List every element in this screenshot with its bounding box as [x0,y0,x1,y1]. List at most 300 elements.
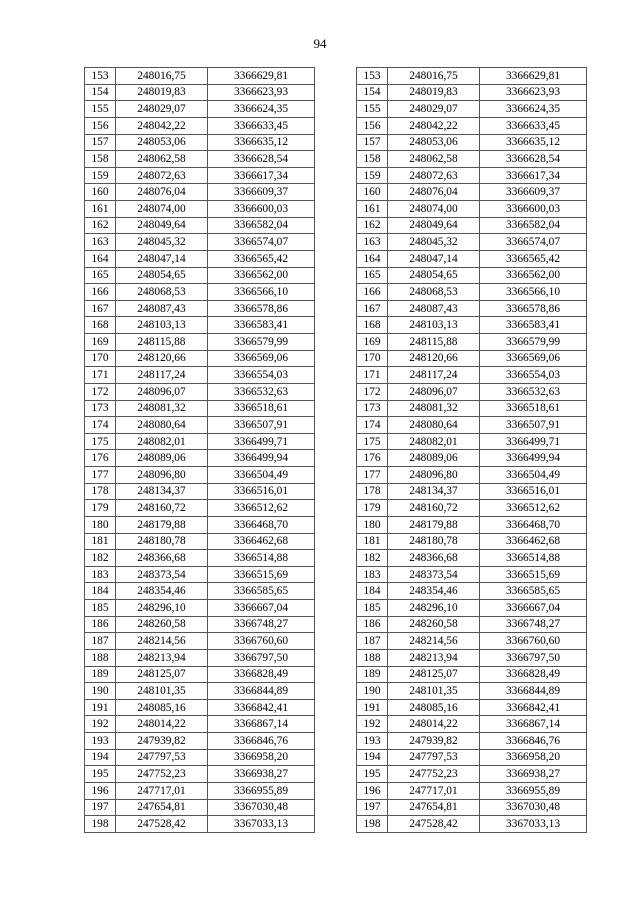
point-number-cell: 176 [85,450,116,467]
x-coordinate-cell: 248096,07 [388,383,480,400]
y-coordinate-cell: 3366617,34 [480,167,587,184]
y-coordinate-cell: 3366566,10 [208,284,315,301]
x-coordinate-cell: 248016,75 [116,68,208,85]
x-coordinate-cell: 248134,37 [116,483,208,500]
point-number-cell: 185 [85,600,116,617]
table-row [357,550,587,567]
x-coordinate-cell: 248062,58 [116,151,208,168]
point-number-cell: 187 [357,633,388,650]
table-row [357,450,587,467]
point-number-cell: 183 [357,566,388,583]
x-coordinate-cell: 247654,81 [388,799,480,816]
x-coordinate-cell: 248160,72 [388,500,480,517]
y-coordinate-cell: 3366574,07 [480,234,587,251]
table-row [357,250,587,267]
y-coordinate-cell: 3366867,14 [480,716,587,733]
point-number-cell: 158 [357,151,388,168]
y-coordinate-cell: 3366518,61 [208,400,315,417]
y-coordinate-cell: 3366938,27 [208,766,315,783]
y-coordinate-cell: 3366514,88 [480,550,587,567]
y-coordinate-cell: 3366583,41 [208,317,315,334]
table-row [85,101,315,118]
x-coordinate-cell: 248180,78 [116,533,208,550]
point-number-cell: 173 [357,400,388,417]
x-coordinate-cell: 247528,42 [116,816,208,833]
point-number-cell: 164 [85,250,116,267]
y-coordinate-cell: 3366635,12 [208,134,315,151]
point-number-cell: 159 [357,167,388,184]
x-coordinate-cell: 248053,06 [116,134,208,151]
table-row [85,749,315,766]
point-number-cell: 181 [85,533,116,550]
point-number-cell: 182 [357,550,388,567]
x-coordinate-cell: 248101,35 [388,683,480,700]
point-number-cell: 154 [85,84,116,101]
x-coordinate-cell: 248042,22 [116,117,208,134]
x-coordinate-cell: 248054,65 [388,267,480,284]
table-row [357,84,587,101]
y-coordinate-cell: 3366512,62 [208,500,315,517]
y-coordinate-cell: 3366518,61 [480,400,587,417]
table-row [357,749,587,766]
x-coordinate-cell: 248213,94 [116,649,208,666]
y-coordinate-cell: 3366585,65 [208,583,315,600]
point-number-cell: 161 [357,201,388,218]
table-row [357,733,587,750]
coordinates-table-left [84,67,315,833]
y-coordinate-cell: 3366462,68 [480,533,587,550]
x-coordinate-cell: 247797,53 [116,749,208,766]
y-coordinate-cell: 3366512,62 [480,500,587,517]
point-number-cell: 184 [357,583,388,600]
x-coordinate-cell: 248134,37 [388,483,480,500]
point-number-cell: 189 [357,666,388,683]
table-row [357,184,587,201]
y-coordinate-cell: 3366628,54 [480,151,587,168]
y-coordinate-cell: 3366609,37 [208,184,315,201]
x-coordinate-cell: 247752,23 [116,766,208,783]
y-coordinate-cell: 3366566,10 [480,284,587,301]
point-number-cell: 180 [85,516,116,533]
point-number-cell: 192 [357,716,388,733]
point-number-cell: 172 [85,383,116,400]
table-row [85,201,315,218]
point-number-cell: 186 [357,616,388,633]
table-row [85,300,315,317]
table-row [85,533,315,550]
point-number-cell: 158 [85,151,116,168]
point-number-cell: 153 [85,68,116,85]
point-number-cell: 174 [357,417,388,434]
y-coordinate-cell: 3366600,03 [208,201,315,218]
table-row [357,516,587,533]
x-coordinate-cell: 248076,04 [116,184,208,201]
table-row [85,616,315,633]
point-number-cell: 190 [357,683,388,700]
point-number-cell: 178 [85,483,116,500]
point-number-cell: 189 [85,666,116,683]
point-number-cell: 161 [85,201,116,218]
x-coordinate-cell: 248072,63 [116,167,208,184]
point-number-cell: 196 [357,782,388,799]
table-row [357,217,587,234]
y-coordinate-cell: 3366958,20 [208,749,315,766]
y-coordinate-cell: 3366499,71 [208,433,315,450]
point-number-cell: 166 [85,284,116,301]
y-coordinate-cell: 3366760,60 [208,633,315,650]
table-row [85,433,315,450]
y-coordinate-cell: 3366562,00 [480,267,587,284]
point-number-cell: 197 [357,799,388,816]
x-coordinate-cell: 248082,01 [116,433,208,450]
x-coordinate-cell: 248019,83 [116,84,208,101]
table-row [85,284,315,301]
x-coordinate-cell: 247717,01 [116,782,208,799]
table-row [85,566,315,583]
table-row [357,383,587,400]
y-coordinate-cell: 3366633,45 [480,117,587,134]
x-coordinate-cell: 248014,22 [116,716,208,733]
point-number-cell: 174 [85,417,116,434]
table-row [357,467,587,484]
point-number-cell: 187 [85,633,116,650]
point-number-cell: 162 [85,217,116,234]
table-row [357,666,587,683]
table-row [85,733,315,750]
point-number-cell: 184 [85,583,116,600]
x-coordinate-cell: 248080,64 [116,417,208,434]
x-coordinate-cell: 248366,68 [388,550,480,567]
y-coordinate-cell: 3366797,50 [480,649,587,666]
point-number-cell: 157 [85,134,116,151]
y-coordinate-cell: 3366515,69 [208,566,315,583]
point-number-cell: 188 [85,649,116,666]
y-coordinate-cell: 3366516,01 [480,483,587,500]
table-row [85,383,315,400]
y-coordinate-cell: 3366569,06 [208,350,315,367]
point-number-cell: 166 [357,284,388,301]
y-coordinate-cell: 3366504,49 [208,467,315,484]
point-number-cell: 181 [357,533,388,550]
point-number-cell: 198 [357,816,388,833]
x-coordinate-cell: 248214,56 [388,633,480,650]
x-coordinate-cell: 248096,07 [116,383,208,400]
y-coordinate-cell: 3366748,27 [480,616,587,633]
y-coordinate-cell: 3366955,89 [208,782,315,799]
y-coordinate-cell: 3366515,69 [480,566,587,583]
point-number-cell: 177 [357,467,388,484]
table-row [85,633,315,650]
x-coordinate-cell: 248082,01 [388,433,480,450]
table-row [357,699,587,716]
table-row [85,816,315,833]
table-row [85,151,315,168]
x-coordinate-cell: 248049,64 [388,217,480,234]
table-row [85,84,315,101]
y-coordinate-cell: 3366628,54 [208,151,315,168]
table-row [85,699,315,716]
point-number-cell: 170 [85,350,116,367]
table-row [85,550,315,567]
table-row [85,683,315,700]
x-coordinate-cell: 248117,24 [388,367,480,384]
y-coordinate-cell: 3366578,86 [208,300,315,317]
y-coordinate-cell: 3366507,91 [208,417,315,434]
x-coordinate-cell: 248103,13 [116,317,208,334]
point-number-cell: 155 [85,101,116,118]
point-number-cell: 182 [85,550,116,567]
point-number-cell: 185 [357,600,388,617]
table-row [357,300,587,317]
point-number-cell: 162 [357,217,388,234]
point-number-cell: 191 [85,699,116,716]
x-coordinate-cell: 248053,06 [388,134,480,151]
x-coordinate-cell: 248047,14 [116,250,208,267]
point-number-cell: 153 [357,68,388,85]
y-coordinate-cell: 3366955,89 [480,782,587,799]
point-number-cell: 170 [357,350,388,367]
x-coordinate-cell: 247528,42 [388,816,480,833]
y-coordinate-cell: 3366600,03 [480,201,587,218]
y-coordinate-cell: 3366579,99 [208,334,315,351]
x-coordinate-cell: 248089,06 [388,450,480,467]
point-number-cell: 198 [85,816,116,833]
table-row [85,583,315,600]
point-number-cell: 195 [357,766,388,783]
table-row [357,483,587,500]
x-coordinate-cell: 248074,00 [116,201,208,218]
y-coordinate-cell: 3366748,27 [208,616,315,633]
point-number-cell: 155 [357,101,388,118]
x-coordinate-cell: 247939,82 [116,733,208,750]
table-row [357,616,587,633]
y-coordinate-cell: 3366554,03 [480,367,587,384]
point-number-cell: 175 [357,433,388,450]
x-coordinate-cell: 248366,68 [116,550,208,567]
x-coordinate-cell: 248260,58 [116,616,208,633]
x-coordinate-cell: 248354,46 [388,583,480,600]
x-coordinate-cell: 248081,32 [388,400,480,417]
y-coordinate-cell: 3366516,01 [208,483,315,500]
table-row [357,101,587,118]
table-row [85,117,315,134]
point-number-cell: 183 [85,566,116,583]
x-coordinate-cell: 248103,13 [388,317,480,334]
y-coordinate-cell: 3366582,04 [208,217,315,234]
table-row [357,117,587,134]
table-row [85,467,315,484]
y-coordinate-cell: 3366565,42 [480,250,587,267]
y-coordinate-cell: 3366867,14 [208,716,315,733]
point-number-cell: 180 [357,516,388,533]
table-row [85,600,315,617]
y-coordinate-cell: 3366569,06 [480,350,587,367]
y-coordinate-cell: 3366624,35 [480,101,587,118]
y-coordinate-cell: 3366623,93 [480,84,587,101]
x-coordinate-cell: 248179,88 [388,516,480,533]
table-row [85,450,315,467]
table-row [85,184,315,201]
y-coordinate-cell: 3366828,49 [208,666,315,683]
table-row [357,68,587,85]
y-coordinate-cell: 3367033,13 [480,816,587,833]
point-number-cell: 154 [357,84,388,101]
x-coordinate-cell: 248089,06 [116,450,208,467]
x-coordinate-cell: 247717,01 [388,782,480,799]
table-row [85,500,315,517]
point-number-cell: 193 [85,733,116,750]
table-row [85,350,315,367]
y-coordinate-cell: 3366609,37 [480,184,587,201]
x-coordinate-cell: 248179,88 [116,516,208,533]
x-coordinate-cell: 248068,53 [388,284,480,301]
x-coordinate-cell: 248085,16 [388,699,480,716]
y-coordinate-cell: 3366938,27 [480,766,587,783]
x-coordinate-cell: 248125,07 [388,666,480,683]
y-coordinate-cell: 3366635,12 [480,134,587,151]
y-coordinate-cell: 3366578,86 [480,300,587,317]
table-row [357,799,587,816]
table-row [357,583,587,600]
y-coordinate-cell: 3366565,42 [208,250,315,267]
point-number-cell: 193 [357,733,388,750]
y-coordinate-cell: 3366562,00 [208,267,315,284]
point-number-cell: 197 [85,799,116,816]
x-coordinate-cell: 248214,56 [116,633,208,650]
y-coordinate-cell: 3366468,70 [480,516,587,533]
table-row [357,600,587,617]
x-coordinate-cell: 248029,07 [388,101,480,118]
table-row [85,400,315,417]
table-row [85,483,315,500]
y-coordinate-cell: 3366579,99 [480,334,587,351]
point-number-cell: 190 [85,683,116,700]
x-coordinate-cell: 248016,75 [388,68,480,85]
x-coordinate-cell: 248296,10 [116,600,208,617]
table-row [357,433,587,450]
table-row [357,417,587,434]
x-coordinate-cell: 248115,88 [116,334,208,351]
x-coordinate-cell: 248019,83 [388,84,480,101]
y-coordinate-cell: 3366532,63 [208,383,315,400]
y-coordinate-cell: 3366617,34 [208,167,315,184]
point-number-cell: 195 [85,766,116,783]
x-coordinate-cell: 248080,64 [388,417,480,434]
point-number-cell: 188 [357,649,388,666]
point-number-cell: 176 [357,450,388,467]
y-coordinate-cell: 3366499,94 [480,450,587,467]
table-row [357,267,587,284]
x-coordinate-cell: 248096,80 [388,467,480,484]
x-coordinate-cell: 248115,88 [388,334,480,351]
table-row [85,267,315,284]
table-row [85,317,315,334]
table-row [85,134,315,151]
table-row [357,317,587,334]
y-coordinate-cell: 3367033,13 [208,816,315,833]
table-body [357,68,587,833]
point-number-cell: 179 [85,500,116,517]
table-row [357,716,587,733]
x-coordinate-cell: 248180,78 [388,533,480,550]
table-row [85,234,315,251]
x-coordinate-cell: 248354,46 [116,583,208,600]
x-coordinate-cell: 248085,16 [116,699,208,716]
y-coordinate-cell: 3366760,60 [480,633,587,650]
y-coordinate-cell: 3366958,20 [480,749,587,766]
table-row [357,683,587,700]
x-coordinate-cell: 247752,23 [388,766,480,783]
point-number-cell: 157 [357,134,388,151]
x-coordinate-cell: 248049,64 [116,217,208,234]
point-number-cell: 167 [357,300,388,317]
point-number-cell: 194 [357,749,388,766]
table-row [357,167,587,184]
table-row [357,633,587,650]
point-number-cell: 171 [357,367,388,384]
table-row [357,566,587,583]
y-coordinate-cell: 3366499,71 [480,433,587,450]
point-number-cell: 179 [357,500,388,517]
y-coordinate-cell: 3366504,49 [480,467,587,484]
x-coordinate-cell: 248087,43 [388,300,480,317]
table-row [357,334,587,351]
table-row [357,134,587,151]
x-coordinate-cell: 248076,04 [388,184,480,201]
x-coordinate-cell: 248045,32 [116,234,208,251]
x-coordinate-cell: 248213,94 [388,649,480,666]
table-row [357,151,587,168]
table-row [357,201,587,218]
table-row [85,716,315,733]
table-row [85,666,315,683]
table-row [85,782,315,799]
point-number-cell: 169 [357,334,388,351]
y-coordinate-cell: 3367030,48 [208,799,315,816]
x-coordinate-cell: 248373,54 [116,566,208,583]
y-coordinate-cell: 3366468,70 [208,516,315,533]
table-row [357,782,587,799]
y-coordinate-cell: 3366629,81 [208,68,315,85]
point-number-cell: 172 [357,383,388,400]
table-row [357,367,587,384]
y-coordinate-cell: 3366842,41 [480,699,587,716]
point-number-cell: 168 [357,317,388,334]
table-row [357,533,587,550]
x-coordinate-cell: 248081,32 [116,400,208,417]
table-row [85,217,315,234]
y-coordinate-cell: 3366844,89 [480,683,587,700]
table-row [85,334,315,351]
table-row [85,417,315,434]
point-number-cell: 177 [85,467,116,484]
y-coordinate-cell: 3366797,50 [208,649,315,666]
x-coordinate-cell: 248120,66 [116,350,208,367]
point-number-cell: 191 [357,699,388,716]
x-coordinate-cell: 248072,63 [388,167,480,184]
x-coordinate-cell: 248062,58 [388,151,480,168]
table-row [357,400,587,417]
y-coordinate-cell: 3366846,76 [480,733,587,750]
y-coordinate-cell: 3366624,35 [208,101,315,118]
x-coordinate-cell: 248029,07 [116,101,208,118]
x-coordinate-cell: 248160,72 [116,500,208,517]
y-coordinate-cell: 3366842,41 [208,699,315,716]
point-number-cell: 169 [85,334,116,351]
x-coordinate-cell: 248125,07 [116,666,208,683]
table-row [85,68,315,85]
x-coordinate-cell: 248068,53 [116,284,208,301]
